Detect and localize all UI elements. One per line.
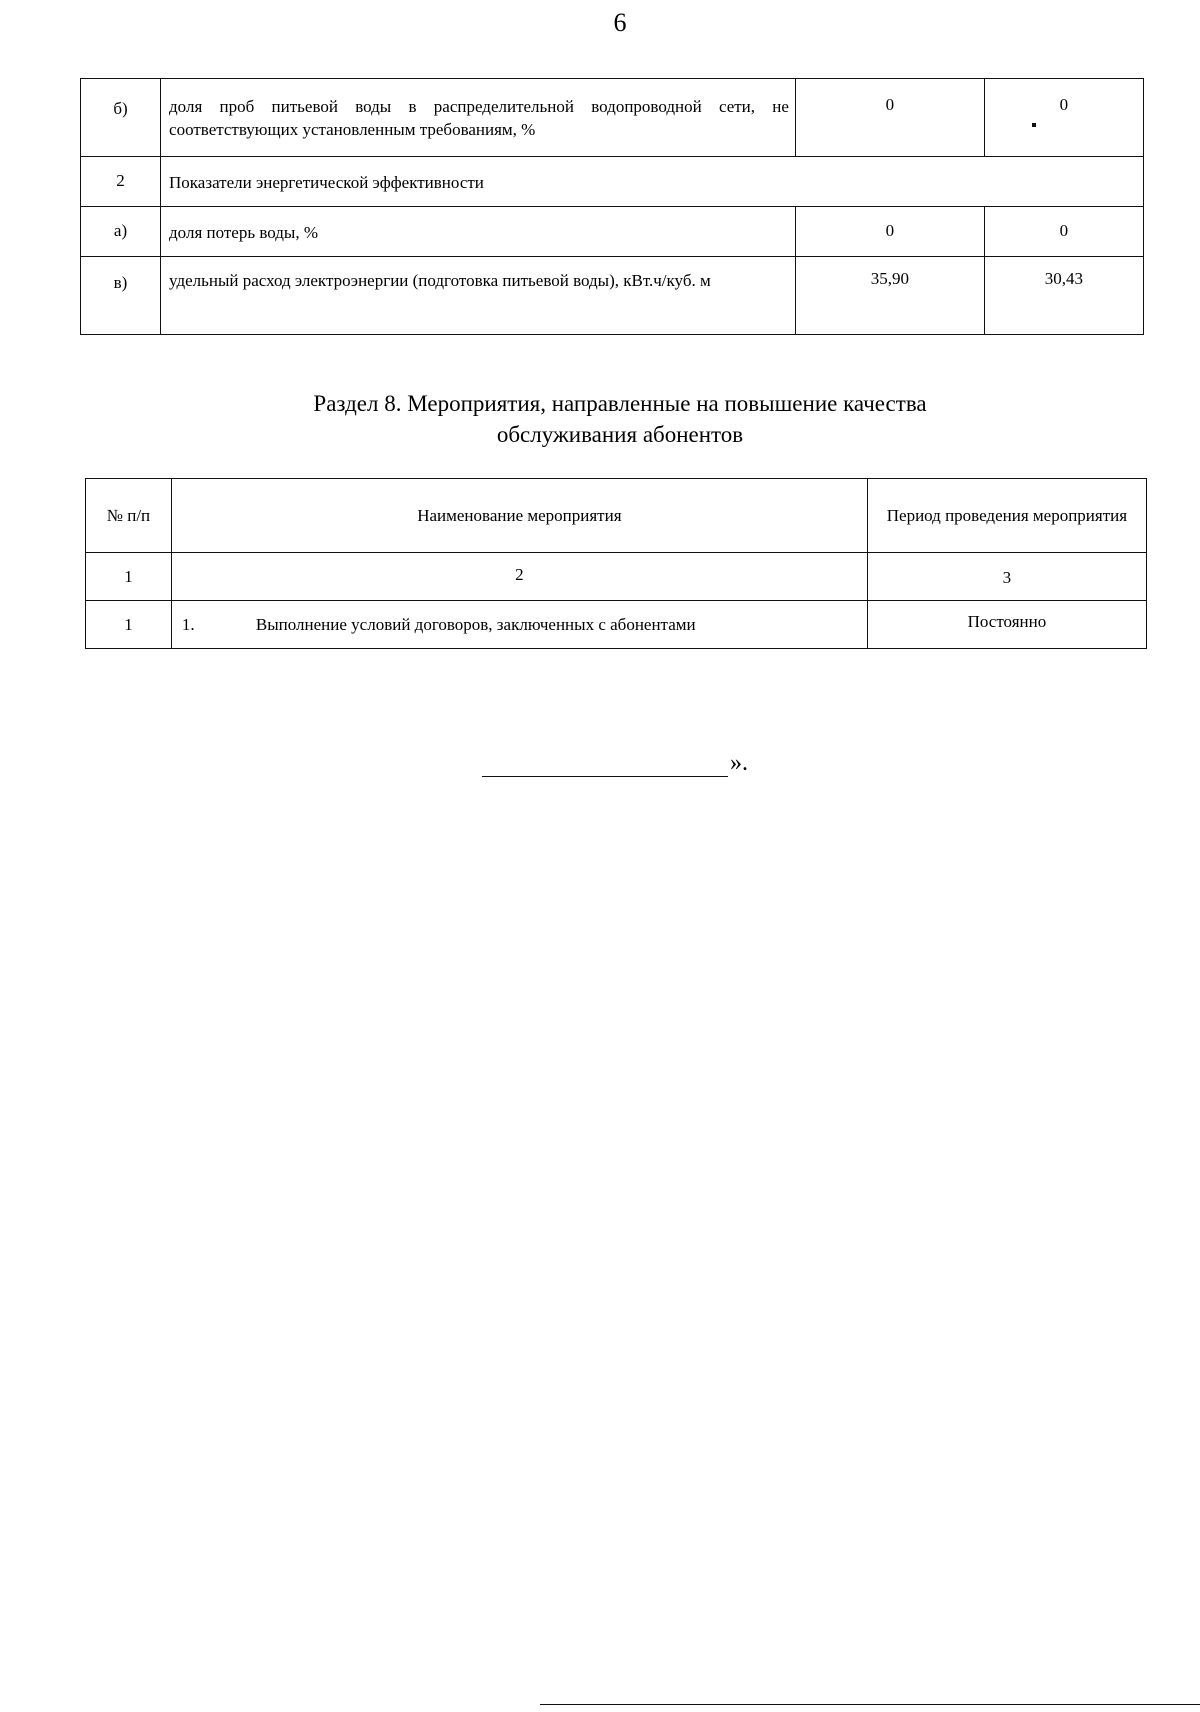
section-title <box>200 388 1040 450</box>
column-header: Наименование мероприятия <box>171 479 867 553</box>
bottom-divider <box>540 1704 1200 1705</box>
closing-quote: ». <box>730 750 748 776</box>
closing-mark <box>482 750 748 777</box>
table-row <box>81 157 1144 207</box>
indicators-table <box>80 78 1144 335</box>
indicator-description: доля потерь воды, % <box>161 207 796 257</box>
row-number: а) <box>81 207 161 257</box>
measure-period: Постоянно <box>867 601 1146 649</box>
row-number: в) <box>81 257 161 335</box>
column-number-row <box>86 553 1147 601</box>
indicator-value: 0 <box>795 79 984 157</box>
column-number: 1 <box>86 553 172 601</box>
measures-table <box>85 478 1147 649</box>
column-header: Период проведения мероприятия <box>867 479 1146 553</box>
scan-dot <box>1032 123 1036 127</box>
indicator-value: 30,43 <box>984 257 1143 335</box>
row-number: 2 <box>81 157 161 207</box>
table-row <box>81 257 1144 335</box>
table-row <box>81 79 1144 157</box>
indicator-value: 0 <box>795 207 984 257</box>
table-header-row <box>86 479 1147 553</box>
indicator-description: удельный расход электроэнергии (подготовка питьевой воды), кВт.ч/куб. м <box>161 257 796 335</box>
indicator-value <box>984 79 1143 157</box>
section-title-line: обслуживания абонентов <box>496 422 744 447</box>
page-number: 6 <box>613 8 627 37</box>
column-number: 3 <box>867 553 1146 601</box>
measure-name: Выполнение условий договоров, заключенных с абонентами <box>255 614 696 634</box>
table-row <box>81 207 1144 257</box>
underline <box>482 752 728 777</box>
item-number: 1. <box>181 614 195 634</box>
column-number: 2 <box>171 553 867 601</box>
indicator-value: 0 <box>984 207 1143 257</box>
column-header: № п/п <box>86 479 172 553</box>
row-number: 1 <box>86 601 172 649</box>
section-title-line: Раздел 8. Мероприятия, направленные на повышение качества <box>313 391 927 416</box>
indicator-value-text: 0 <box>1059 95 1069 114</box>
row-number: б) <box>81 79 161 157</box>
measure-name-cell <box>171 601 867 649</box>
table-row <box>86 601 1147 649</box>
indicator-group-title: Показатели энергетической эффективности <box>161 157 1144 207</box>
indicator-description: доля проб питьевой воды в распределительной водопроводной сети, не соответствующих установленным требованиям, % <box>161 79 796 157</box>
indicator-value: 35,90 <box>795 257 984 335</box>
